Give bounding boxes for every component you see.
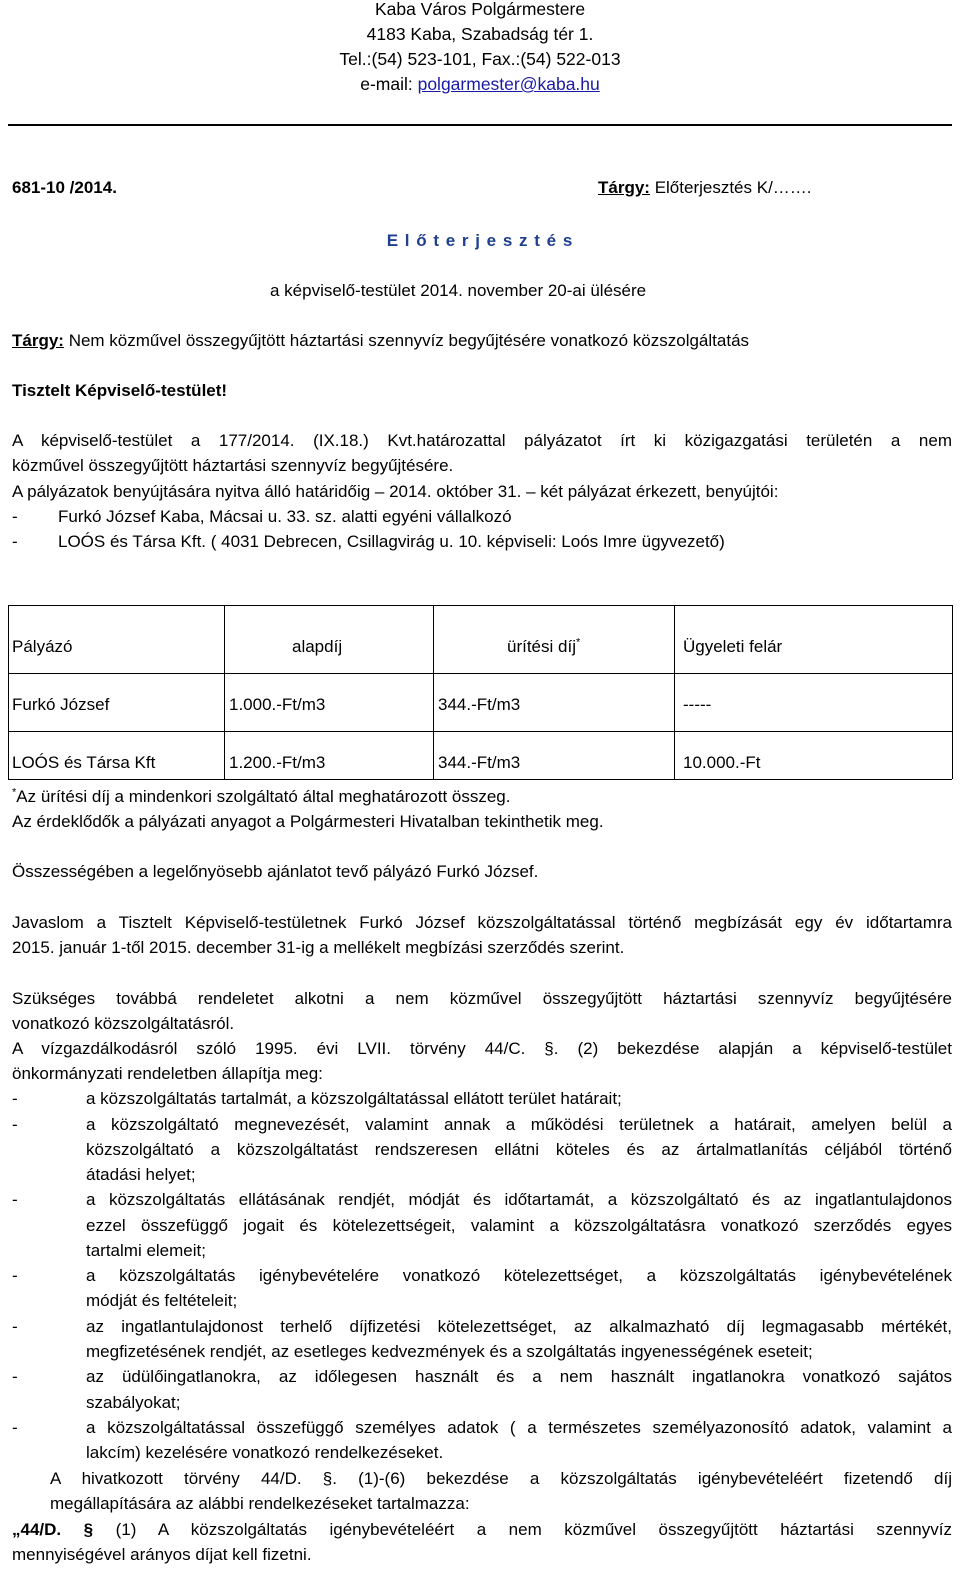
letterhead-name: Kaba Város Polgármestere (374, 0, 586, 19)
reference-subject-value: Előterjesztés K/……. (649, 178, 812, 197)
closing-line-1: A hivatkozott törvény 44/D. §. (1)-(6) bekezdése a közszolgáltatás igénybevételéért fizetendő díj (50, 1469, 952, 1488)
list-item-line: az üdülőingatlanokra, az időlegesen használt és a nem használt ingatlanokra vonatkozó sajátos (86, 1367, 952, 1386)
table-border-top (8, 605, 952, 606)
table-cell: LOÓS és Társa Kft (12, 753, 156, 772)
salutation: Tisztelt Képviselő-testület! (12, 381, 228, 400)
email-label: e-mail: (360, 74, 418, 94)
list-item-line: szabályokat; (86, 1393, 181, 1412)
list-item-line: a közszolgáltatás ellátásának rendjét, módját és időtartamát, a közszolgáltató és az ingatlantulajdonos (86, 1190, 952, 1209)
table-header-cell-text: ürítési díj (507, 637, 576, 656)
table-row-separator (8, 673, 952, 674)
list-item-line: az ingatlantulajdonost terhelő díjfizetési kötelezettséget, az alkalmazható díj legmagasabb mértékét, (86, 1317, 952, 1336)
table-cell: 1.200.-Ft/m3 (229, 753, 326, 772)
letterhead-email-line (0, 72, 960, 98)
intro-line-2: közművel összegyűjtött háztartási szennyvíz begyűjtésére. (12, 456, 454, 475)
intro-line-1: A képviselő-testület a 177/2014. (IX.18.) Kvt.határozattal pályázatot írt ki közigazgatási területén a nem (12, 431, 952, 450)
table-header-cell (507, 634, 580, 660)
table-cell: Furkó József (12, 695, 110, 714)
bidder-dash: - (12, 532, 18, 551)
list-item-line: a közszolgáltatás igénybevételére vonatkozó kötelezettséget, a közszolgáltatás igénybevételének (86, 1266, 952, 1285)
list-item-line: átadási helyet; (86, 1165, 196, 1184)
bidder-item: Furkó József Kaba, Mácsai u. 33. sz. alatti egyéni vállalkozó (58, 507, 512, 526)
reference-subject (598, 175, 812, 201)
closing-line-2: megállapítására az alábbi rendelkezéseket tartalmazza: (50, 1494, 470, 1513)
decree-line-3: A vízgazdálkodásról szóló 1995. évi LVII. törvény 44/C. §. (2) bekezdése alapján a képviselő-testület (12, 1039, 952, 1058)
list-dash: - (12, 1190, 18, 1209)
decree-line-2: vonatkozó közszolgáltatásról. (12, 1014, 235, 1033)
law-text: (1) A közszolgáltatás igénybevételéért a nem közművel összegyűjtött háztartási szennyvíz (93, 1520, 952, 1539)
reference-number: 681-10 /2014. (12, 178, 117, 197)
list-dash: - (12, 1089, 18, 1108)
table-cell: 344.-Ft/m3 (438, 695, 521, 714)
table-header-cell: alapdíj (292, 637, 343, 656)
email-link[interactable]: polgarmester@kaba.hu (417, 74, 600, 94)
table-cell: 1.000.-Ft/m3 (229, 695, 326, 714)
list-item-line: módját és feltételeit; (86, 1291, 238, 1310)
table-border-right (952, 605, 953, 779)
footnote-text: Az ürítési díj a mindenkori szolgáltató által meghatározott összeg. (16, 787, 511, 806)
list-dash: - (12, 1367, 18, 1386)
bidder-dash: - (12, 507, 18, 526)
intro-deadline: A pályázatok benyújtására nyitva álló határidőig – 2014. október 31. – két pályázat érkezett, benyújtói: (12, 482, 779, 501)
table-border-left (8, 605, 9, 779)
law-line-2: mennyiségével arányos díjat kell fizetni. (12, 1545, 312, 1564)
table-cell: 344.-Ft/m3 (438, 753, 521, 772)
list-dash: - (12, 1266, 18, 1285)
footnote-marker: * (575, 636, 581, 649)
table-column-separator (433, 605, 434, 779)
list-dash: - (12, 1115, 18, 1134)
list-item-line: ezzel összefüggő jogait és kötelezettségeit, valamint a közszolgáltatásra vonatkozó szerződés egyes (86, 1216, 952, 1235)
decree-line-4: önkormányzati rendeletben állapítja meg: (12, 1064, 323, 1083)
table-header-cell: Ügyeleti felár (683, 637, 783, 656)
list-item-line: a közszolgáltató megnevezését, valamint annak a működési területnek a határait, amelyen belül a (86, 1115, 952, 1134)
list-item-line: a közszolgáltatással összefüggő személyes adatok ( a természetes személyazonosító adatok, valamint a (86, 1418, 952, 1437)
table-border-bottom (8, 779, 952, 780)
letterhead-phone: Tel.:(54) 523-101, Fax.:(54) 522-013 (339, 49, 621, 69)
subject-text: Nem közművel összegyűjtött háztartási szennyvíz begyűjtésére vonatkozó közszolgáltatás (63, 331, 750, 350)
table-cell: ----- (683, 695, 712, 714)
table-footnote (12, 784, 510, 810)
proposal-line-2: 2015. január 1-től 2015. december 31-ig a mellékelt megbízási szerződés szerint. (12, 938, 625, 957)
list-item-line: a közszolgáltatás tartalmát, a közszolgáltatással ellátott terület határait; (86, 1089, 622, 1108)
footnote-marker: * (12, 786, 17, 799)
letterhead-address: 4183 Kaba, Szabadság tér 1. (366, 24, 594, 44)
table-header-cell: Pályázó (12, 637, 73, 656)
proposal-line-1: Javaslom a Tisztelt Képviselő-testületnek Furkó József közszolgáltatással történő megbízását egy év időtartamra (12, 913, 952, 932)
table-row-separator (8, 731, 952, 732)
document-title: E l ő t e r j e s z t é s (386, 231, 574, 250)
info-line: Az érdeklődők a pályázati anyagot a Polgármesteri Hivatalban tekinthetik meg. (12, 812, 604, 831)
summary-line: Összességében a legelőnyösebb ajánlatot tevő pályázó Furkó József. (12, 862, 539, 881)
law-reference: „44/D. (12, 1520, 62, 1539)
list-dash: - (12, 1418, 18, 1437)
list-item-line: közszolgáltató a közszolgáltatást rendszeresen ellátni köteles és az ártalmatlanítás céljából történő (86, 1140, 952, 1159)
header-divider (8, 124, 952, 126)
reference-subject-label: Tárgy: (598, 178, 650, 197)
list-dash: - (12, 1317, 18, 1336)
subject-line (12, 328, 749, 354)
law-line-1 (12, 1517, 952, 1543)
list-item-line: tartalmi elemeit; (86, 1241, 206, 1260)
decree-line-1: Szükséges továbbá rendeletet alkotni a nem közművel összegyűjtött háztartási szennyvíz begyűjtésére (12, 989, 952, 1008)
table-cell: 10.000.-Ft (683, 753, 761, 772)
list-item-line: megfizetésének rendjét, az esetleges kedvezmények és a szolgáltatás ingyenességének eseteit; (86, 1342, 813, 1361)
bidder-item: LOÓS és Társa Kft. ( 4031 Debrecen, Csillagvirág u. 10. képviseli: Loós Imre ügyvezető) (58, 532, 725, 551)
subject-label: Tárgy: (12, 331, 64, 350)
table-column-separator (674, 605, 675, 779)
meeting-line: a képviselő-testület 2014. november 20-ai ülésére (270, 281, 647, 300)
paragraph-mark: § (83, 1520, 94, 1539)
list-item-line: lakcím) kezelésére vonatkozó rendelkezéseket. (86, 1443, 444, 1462)
table-column-separator (224, 605, 225, 779)
